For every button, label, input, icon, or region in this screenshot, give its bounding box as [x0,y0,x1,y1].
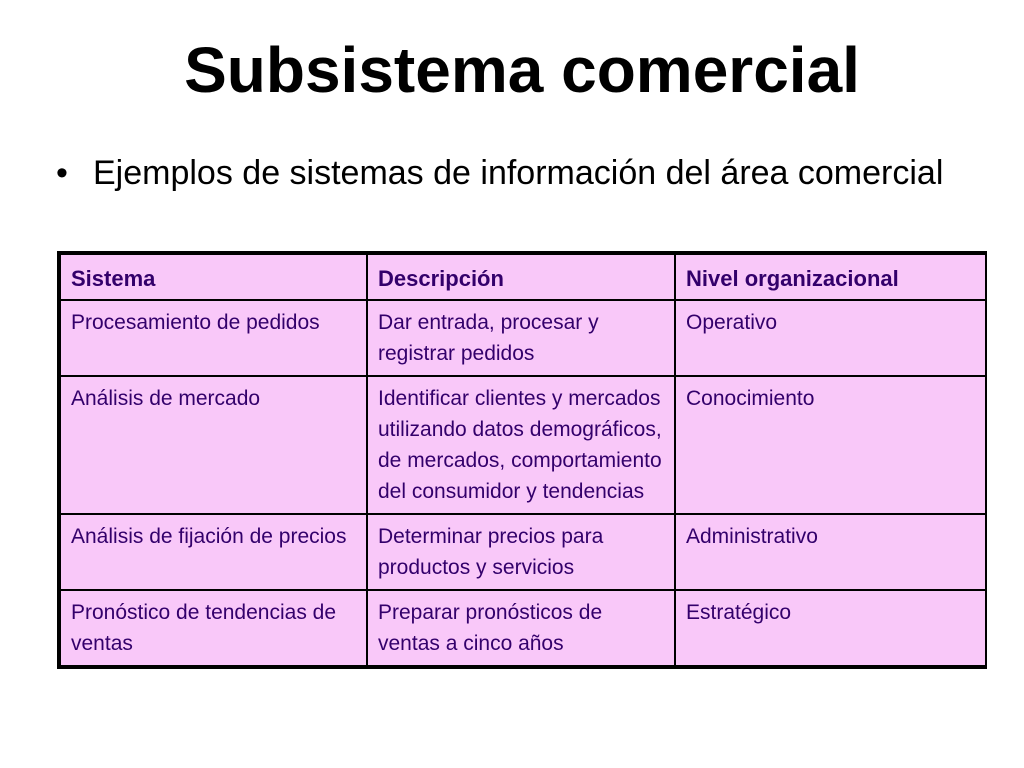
table-row [60,300,986,376]
header-nivel-organizacional: Nivel organizacional [675,254,986,300]
cell-descripcion: Identificar clientes y mercados utilizando datos demográficos, de mercados, comportamiento del consumidor y tendencias [367,376,675,514]
slide-title: Subsistema comercial [184,34,860,106]
table-row [60,514,986,590]
cell-nivel: Operativo [675,300,986,376]
cell-nivel: Administrativo [675,514,986,590]
cell-sistema: Análisis de fijación de precios [60,514,367,590]
cell-nivel: Estratégico [675,590,986,666]
cell-sistema: Procesamiento de pedidos [60,300,367,376]
cell-descripcion: Dar entrada, procesar y registrar pedidos [367,300,675,376]
bullet-dot-icon: • [56,154,68,192]
header-descripcion: Descripción [367,254,675,300]
bullet-text: Ejemplos de sistemas de información del área comercial [93,154,944,192]
header-sistema: Sistema [60,254,367,300]
table-row [60,376,986,514]
cell-sistema: Pronóstico de tendencias de ventas [60,590,367,666]
cell-descripcion: Determinar precios para productos y servicios [367,514,675,590]
systems-table-container [57,251,987,669]
cell-nivel: Conocimiento [675,376,986,514]
table-row [60,590,986,666]
cell-descripcion: Preparar pronósticos de ventas a cinco años [367,590,675,666]
table-header-row [60,254,986,300]
systems-table [59,253,987,667]
cell-sistema: Análisis de mercado [60,376,367,514]
